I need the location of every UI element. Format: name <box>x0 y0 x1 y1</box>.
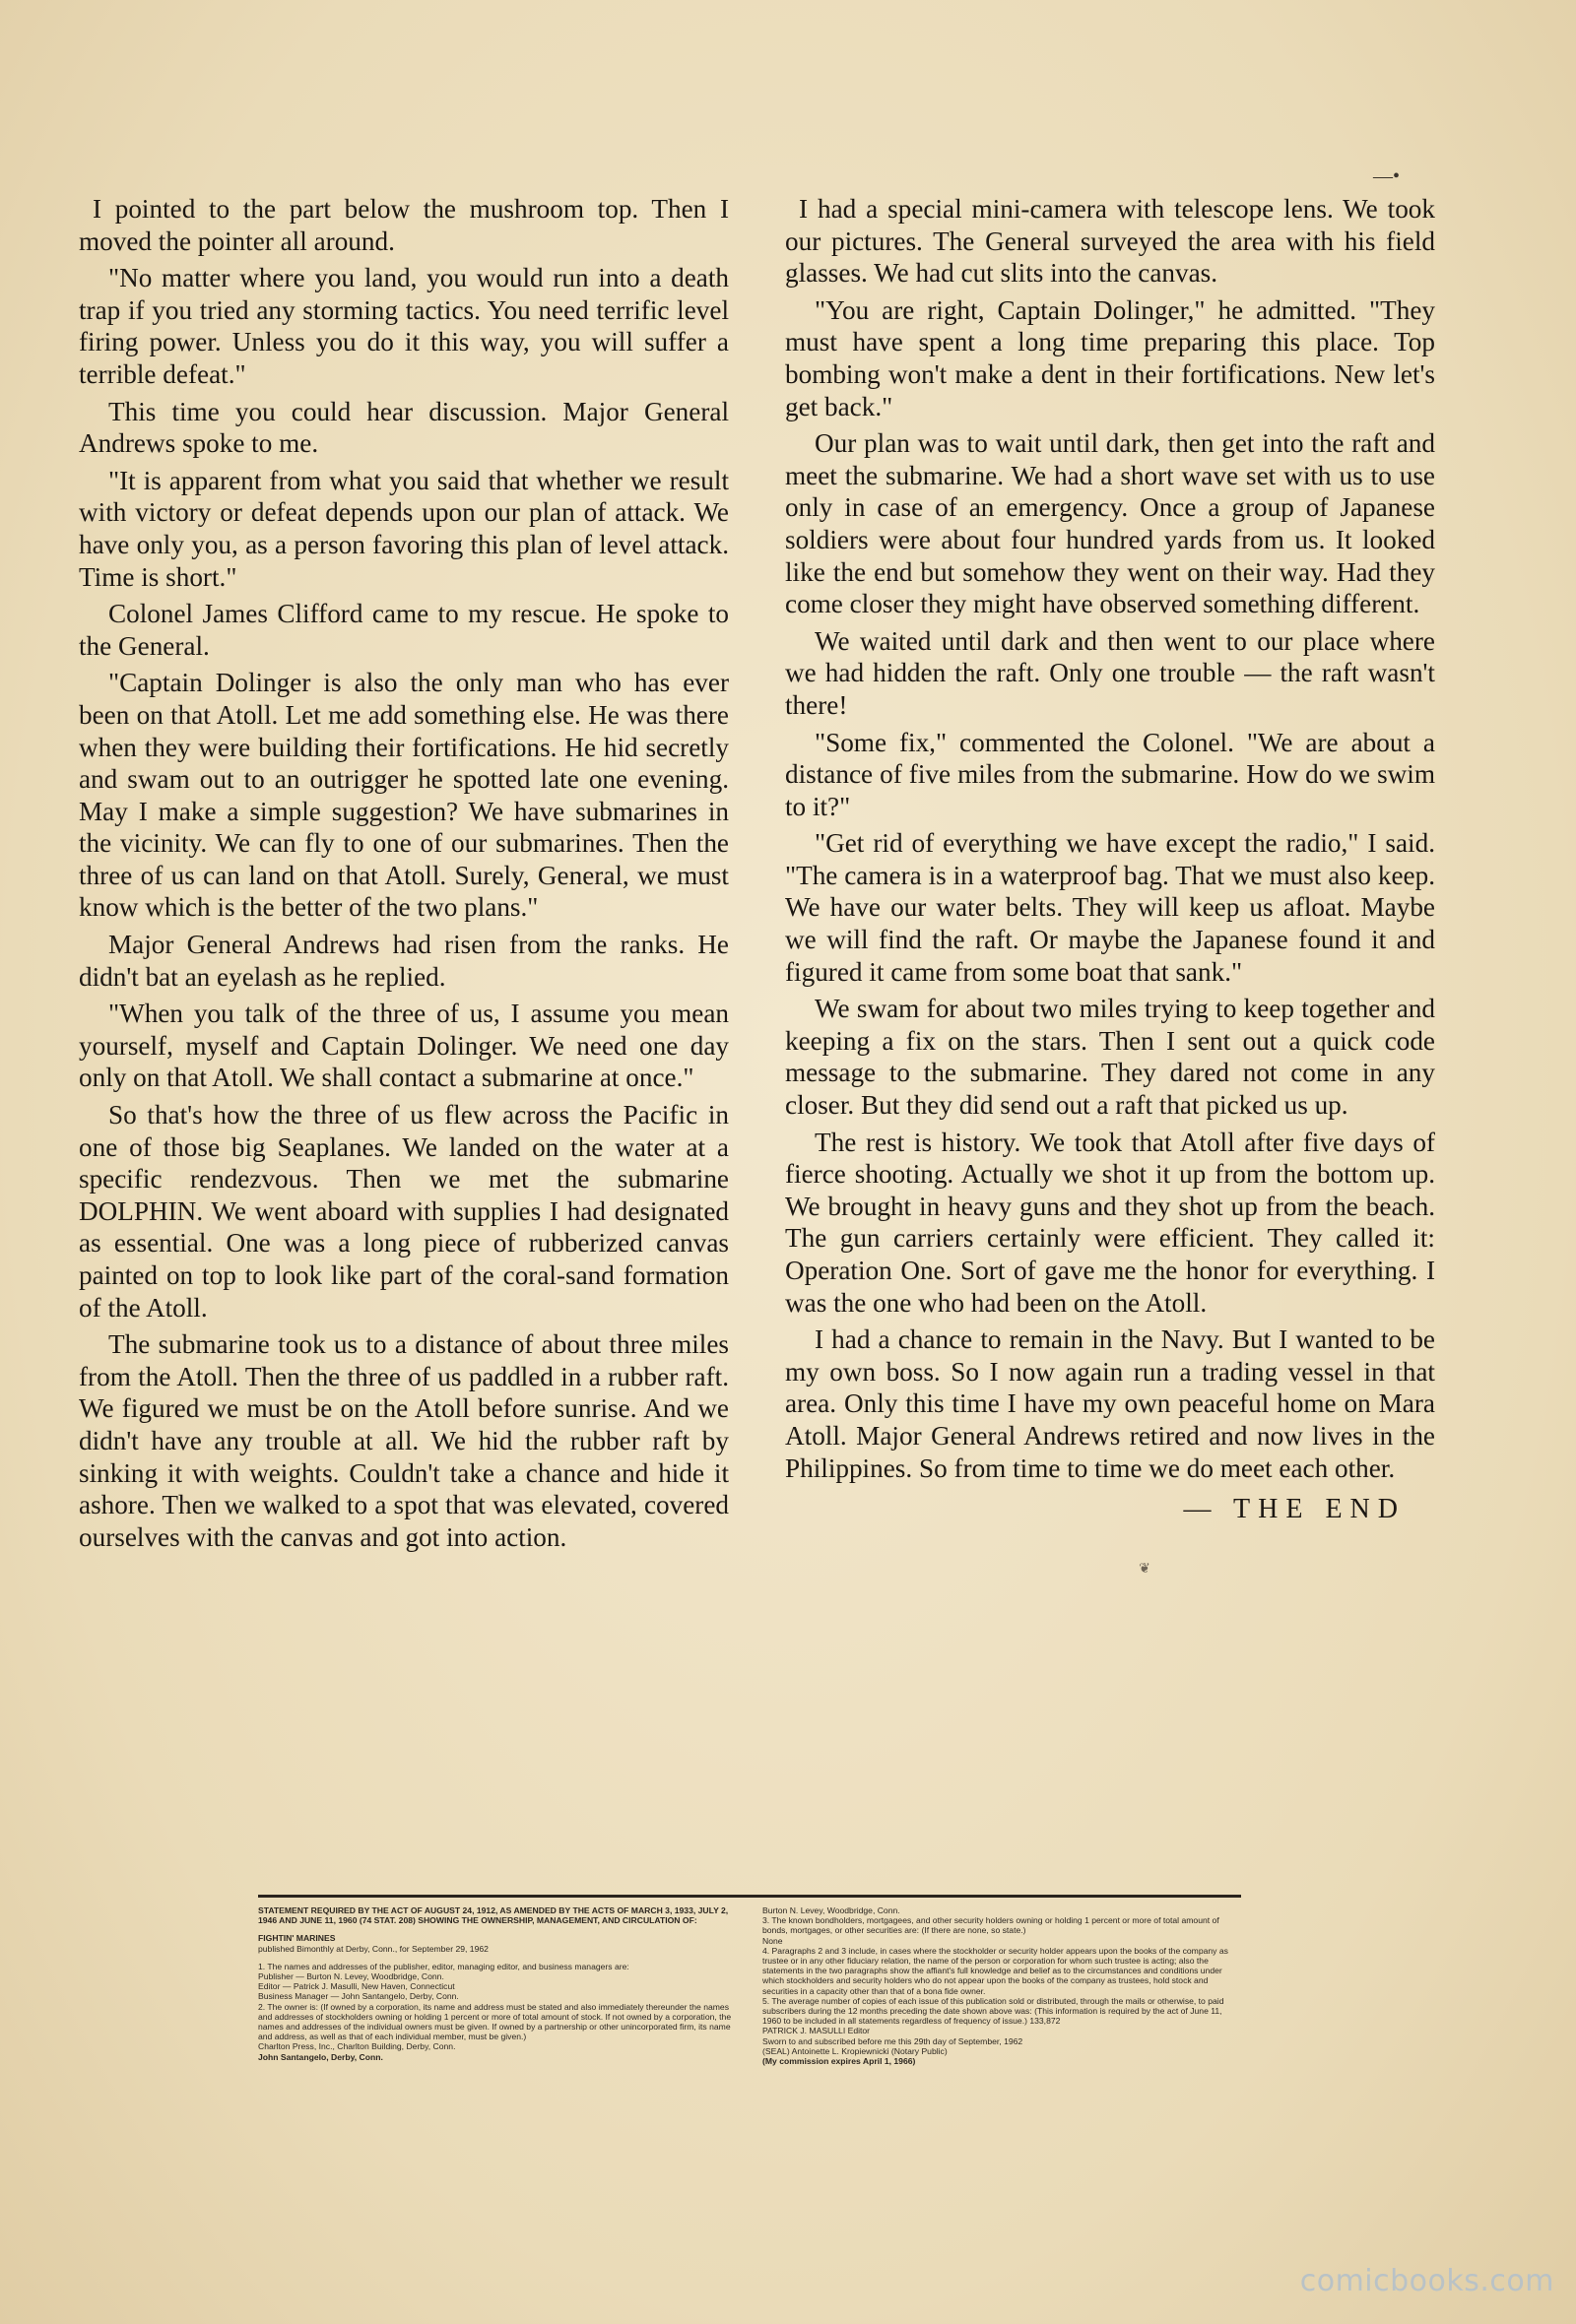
statement-line: Editor — Patrick J. Masulli, New Haven, Connecticut <box>258 1981 455 1992</box>
paragraph: Major General Andrews had risen from the ranks. He didn't bat an eyelash as he replied. <box>79 930 729 992</box>
statement-line: Burton N. Levey, Woodbridge, Conn. <box>762 1905 900 1915</box>
statement-line: 2. The owner is: (If owned by a corporation, its name and address must be stated and also immediately thereunder the names and addresses of stockholders owning or holding 1 percent or more of total amount of stock. If not owned by a corporation, the names and addresses of the individual owners must be given. If owned by a partnership or other unincorporated firm, its name and address, as well as that of each individual member, must be given.) <box>258 2001 732 2042</box>
paragraph: "You are right, Captain Dolinger," he admitted. "They must have spent a long time preparing this place. Top bombing won't make a dent in their fortifications. New let's get back." <box>785 294 1435 421</box>
paragraph: Our plan was to wait until dark, then get into the raft and meet the submarine. We had a short wave set with us to use only in case of an emergency. Once a group of Japanese soldiers were about four hundred yards from us. It looked like the end but somehow they went on their way. Had they come closer they might have observed something different. <box>785 428 1435 619</box>
statement-left-column <box>258 1905 737 2138</box>
statement-line <box>258 1925 737 1933</box>
statement-line: None <box>762 1935 783 1946</box>
statement-line: (My commission expires April 1, 1966) <box>762 2056 916 2067</box>
paragraph: "Some fix," commented the Colonel. "We are about a distance of five miles from the submarine. How do we swim to it?" <box>785 727 1435 821</box>
story-left-column <box>79 193 729 1558</box>
statement-line: (SEAL) Antoinette L. Kropiewnicki (Notary Public) <box>762 2045 948 2056</box>
the-end-label: — THE END <box>1183 1494 1406 1525</box>
statement-line: published Bimonthly at Derby, Conn., for September 29, 1962 <box>258 1943 489 1954</box>
statement-line: Publisher — Burton N. Levey, Woodbridge, Conn. <box>258 1971 444 1982</box>
paragraph: This time you could hear discussion. Major General Andrews spoke to me. <box>79 396 729 459</box>
paragraph: I had a special mini-camera with telescope lens. We took our pictures. The General surveyed the area with his field glasses. We had cut slits into the canvas. <box>785 194 1435 289</box>
paragraph: "Captain Dolinger is also the only man who has ever been on that Atoll. Let me add something else. He was there when they were building their fortifications. He hid secretly and swam out to an outrigger he spotted late one evening. May I make a simple suggestion? We have submarines in the vicinity. We can fly to one of our submarines. Then the three of us can land on that Atoll. Surely, General, we must know which is the better of the two plans." <box>79 668 729 923</box>
statement-line: PATRICK J. MASULLI Editor <box>762 2026 871 2036</box>
statement-line: Sworn to and subscribed before me this 29th day of September, 1962 <box>762 2035 1023 2046</box>
site-watermark: comicbooks.com <box>1299 2264 1554 2298</box>
statement-line: 3. The known bondholders, mortgagees, and other security holders owning or holding 1 percent or more of total amount of bonds, mortgages, or other securities are: (If there are none, so state.) <box>762 1915 1219 1936</box>
statement-line: FIGHTIN' MARINES <box>258 1933 336 1944</box>
statement-line: 5. The average number of copies of each issue of this publication sold or distributed, through the mails or otherwise, to paid subscribers during the 12 months preceding the date shown above was: (This information is required by the act of June 11, 1960 to be included in all statements regardless of frequency of issue.) 133,872 <box>762 1995 1224 2027</box>
statement-line: John Santangelo, Derby, Conn. <box>258 2051 383 2062</box>
top-corner-mark: —• <box>1373 165 1401 187</box>
ownership-statement <box>258 1895 1241 2138</box>
paragraph: "Get rid of everything we have except the radio," I said. "The camera is in a waterproof bag. That we must also keep. We have our water belts. They will keep us afloat. Maybe we will find the raft. Or maybe the Japanese found it and figured it came from some boat that sank." <box>785 828 1435 987</box>
paragraph: "When you talk of the three of us, I assume you mean yourself, myself and Captain Dolinger. We need one day only on that Atoll. We shall contact a submarine at once." <box>79 999 729 1093</box>
statement-line: Charlton Press, Inc., Charlton Building, Derby, Conn. <box>258 2041 456 2052</box>
paragraph: I had a chance to remain in the Navy. But I wanted to be my own boss. So I now again run a trading vessel in that area. Only this time I have my own peaceful home on Mara Atoll. Major General Andrews retired and now lives in the Philippines. So from time to time we do meet each other. <box>785 1324 1435 1483</box>
story-right-column <box>785 193 1435 1585</box>
paragraph: Colonel James Clifford came to my rescue. He spoke to the General. <box>79 599 729 661</box>
paragraph: We waited until dark and then went to our place where we had hidden the raft. Only one trouble — the raft wasn't there! <box>785 625 1435 720</box>
paragraph: "No matter where you land, you would run into a death trap if you tried any storming tactics. You need terrific level firing power. Unless you do it this way, you will suffer a terrible defeat." <box>79 263 729 389</box>
paragraph: We swam for about two miles trying to keep together and keeping a fix on the stars. Then I sent out a quick code message to the submarine. They dared not come in any closer. But they did send out a raft that picked us up. <box>785 994 1435 1121</box>
paragraph: So that's how the three of us flew across the Pacific in one of those big Seaplanes. We landed on the water at a specific rendezvous. Then we met the submarine DOLPHIN. We went aboard with supplies I had designated as essential. One was a long piece of rubberized canvas painted on top to look like part of the coral-sand formation of the Atoll. <box>79 1100 729 1323</box>
statement-line: 4. Paragraphs 2 and 3 include, in cases where the stockholder or security holder appears upon the books of the company as trustee or in any other fiduciary relation, the name of the person or corporation for whom such trustee is acting; also the statements in the two paragraphs show the affiant's full knowledge and belief as to the circumstances and conditions under which stockholders and security holders who do not appear upon the books of the company as trustees, hold stock and securities in a capacity other than that of a bona fide owner. <box>762 1945 1228 1996</box>
statement-line: Business Manager — John Santangelo, Derby, Conn. <box>258 1991 459 2002</box>
statement-line: 1. The names and addresses of the publisher, editor, managing editor, and business managers are: <box>258 1961 629 1971</box>
paragraph: The rest is history. We took that Atoll after five days of fierce shooting. Actually we shot it up from the bottom up. We brought in heavy guns and they shot up from the beach. The gun carriers certainly were efficient. They called it: Operation One. Sort of gave me the honor for everything. I was the one who had been on the Atoll. <box>785 1127 1435 1318</box>
paragraph: I pointed to the part below the mushroom top. Then I moved the pointer all around. <box>79 194 729 256</box>
paragraph: "It is apparent from what you said that whether we result with victory or defeat depends upon our plan of attack. We have only you, as a person favoring this plan of level attack. Time is short." <box>79 465 729 592</box>
statement-line <box>258 1954 737 1962</box>
statement-line: STATEMENT REQUIRED BY THE ACT OF AUGUST 24, 1912, AS AMENDED BY THE ACTS OF MARCH 3, 1933, JULY 2, 1946 AND JUNE 11, 1960 (74 STAT. 208) SHOWING THE OWNERSHIP, MANAGEMENT, AND CIRCULATION OF: <box>258 1905 729 1926</box>
paragraph: The submarine took us to a distance of about three miles from the Atoll. Then the three of us paddled in a rubber raft. We figured we must be on the Atoll before sunrise. And we didn't have any trouble at all. We hid the rubber raft by sinking it with weights. Couldn't take a chance and hide it ashore. Then we walked to a spot that was elevated, covered ourselves with the canvas and got into action. <box>79 1329 729 1552</box>
ornament-icon: ❦ <box>1139 1561 1150 1577</box>
statement-right-column <box>762 1905 1241 2138</box>
